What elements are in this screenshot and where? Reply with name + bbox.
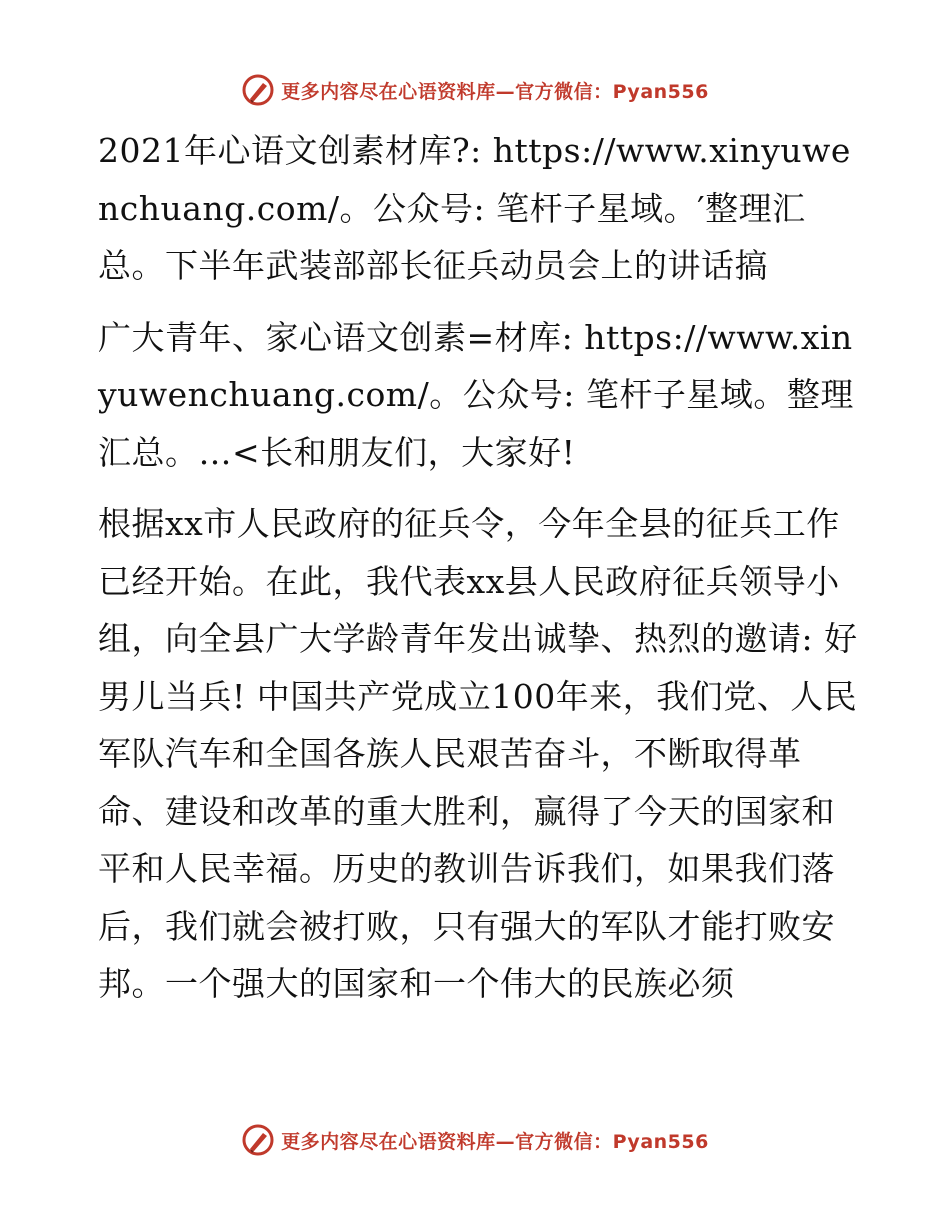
header-banner-text: 更多内容尽在心语资料库—官方微信：Pyan556: [281, 80, 709, 103]
paragraph-3: 根据xx市人民政府的征兵令，今年全县的征兵工作已经开始。在此，我代表xx县人民政府征兵领导小组，向全县广大学龄青年发出诚挚、热烈的邀请: 好男儿当兵! 中国共产党成立100年来，我们党、人民军队汽车和全国各族人民艰苦奋斗，不断取得革命、建设和改革的重大胜利，赢得了今天的国家和平和人民幸福。历史的教训告诉我们，如果我们落后，我们就会被打败，只有强大的军队才能打败安邦。一个强大的国家和一个伟大的民族必须: [98, 504, 858, 1003]
pen-logo-icon: [241, 1123, 275, 1157]
footer-banner-text: 更多内容尽在心语资料库—官方微信：Pyan556: [281, 1130, 709, 1153]
footer-banner: [0, 1120, 950, 1160]
paragraph-2: 广大青年、家心语文创素=材库: https://www.xinyuwenchuang.com/。公众号: 笔杆子星域。整理汇总。…<长和朋友们，大家好!: [98, 317, 854, 472]
pen-logo-icon: [241, 73, 275, 107]
header-banner: [0, 70, 950, 110]
paragraph-1: 2021年心语文创素材库?: https://www.xinyuwenchuang.com/。公众号: 笔杆子星域。′整理汇总。下半年武装部部长征兵动员会上的讲话搞: [98, 131, 851, 285]
document-body: [98, 122, 858, 1013]
